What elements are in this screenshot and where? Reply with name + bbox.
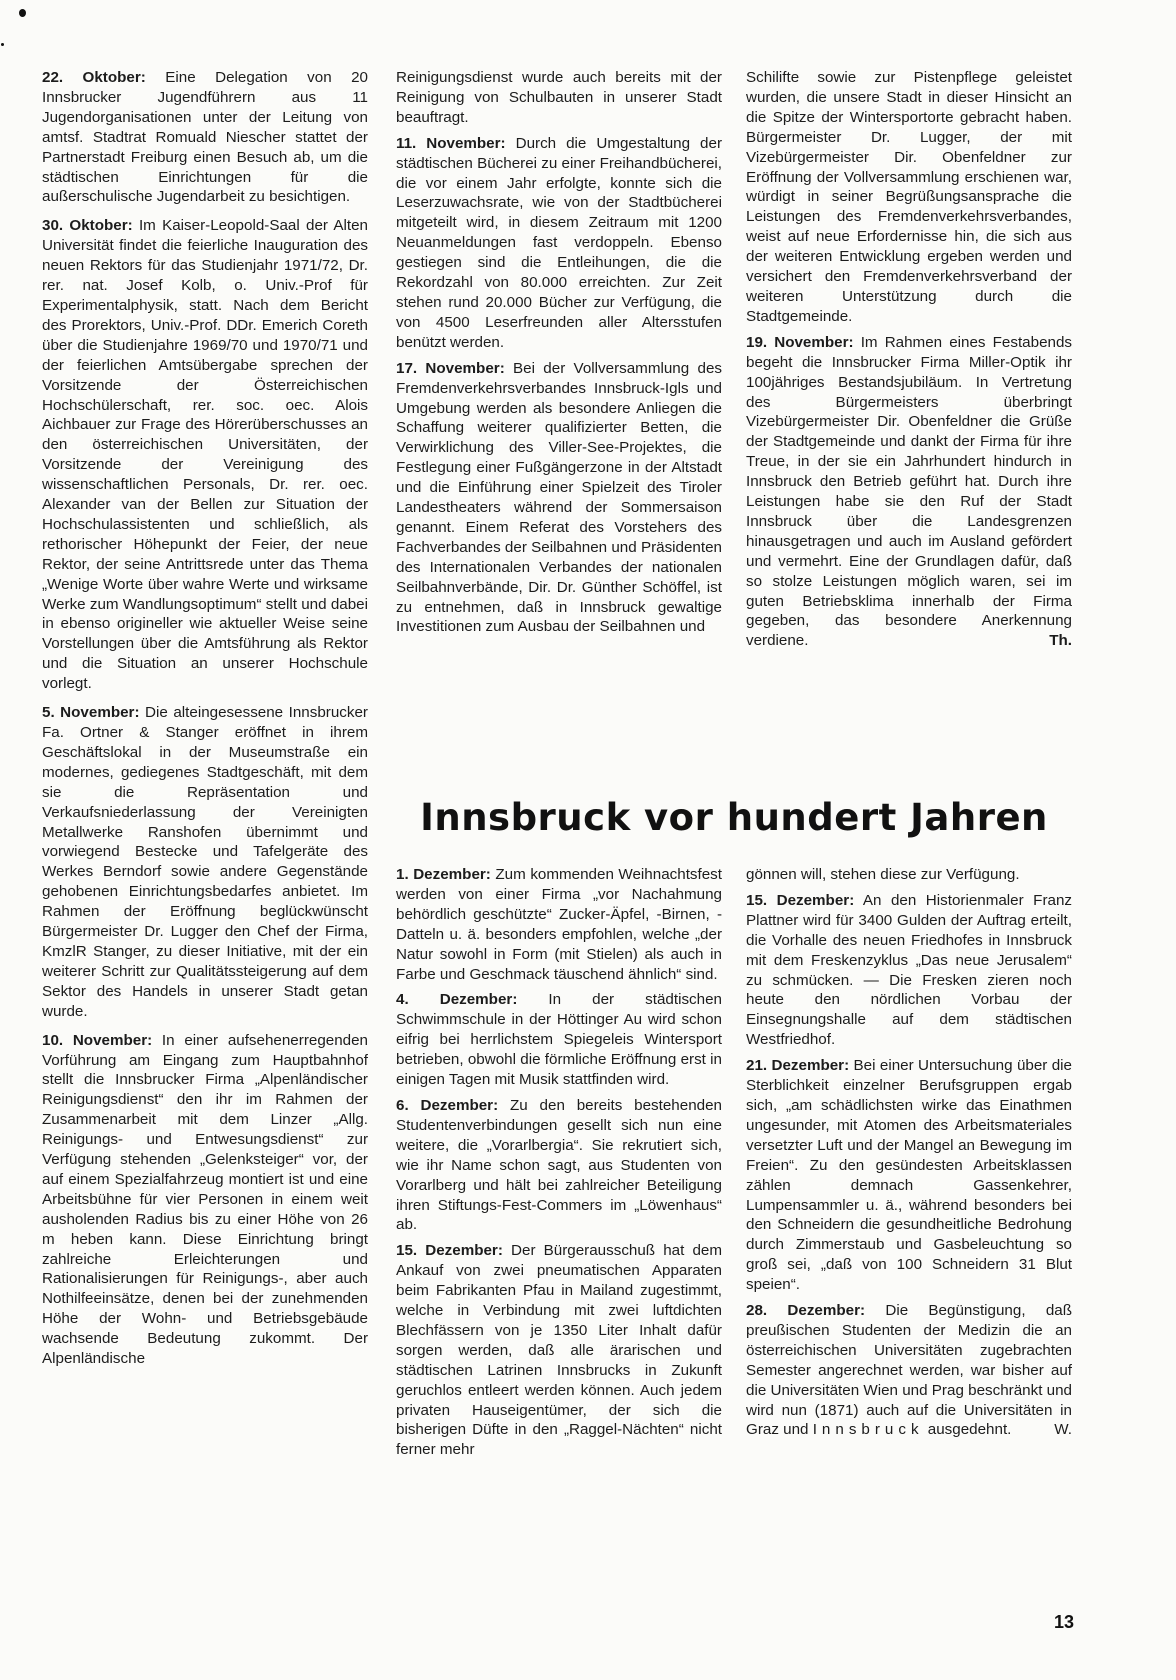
print-speck: [1, 43, 4, 46]
history-entry: [746, 1301, 1072, 1440]
section-column-1: [396, 865, 722, 1466]
column-1: [42, 68, 368, 1378]
history-entry: [396, 865, 722, 984]
entry-text: Im Rahmen eines Festabends begeht die Innsbrucker Firma Miller-Optik ihr 100jähriges Bestandsjubiläum. In Vertretung des Bürgermeisters überbringt Vizebürgermeister Dir. Obenfeldner die Grüße der Stadtgemeinde und dankt der Firma für ihre Treue, in der sie ein Jahrhundert hindurch in Innsbruck den Betrieb geführt hat. Durch ihre Leistungen habe sie den Ruf der Stadt Innsbruck über die Landesgrenzen hinausgetragen und auch im Ausland gefördert und vermehrt. Eine der Grundlagen dafür, daß so stolze Leistungen möglich waren, sei im guten Betriebsklima innerhalb der Firma gegeben, das besondere Anerkennung verdiene.: [746, 333, 1073, 650]
entry-text: In einer aufsehenerregenden Vorführung am Eingang zum Hauptbahnhof stellt die Innsbrucker Firma „Alpenländischer Reinigungsdienst“ den ihr im Rahmen der Zusammenarbeit mit dem Linzer „Allg. Reinigungs- und Entwesungsdienst“ zur Verfügung stehenden „Gelenksteiger“ vor, der auf einem Spezialfahrzeug montiert ist und eine Arbeitsbühne für vier Personen in einem weit ausholenden Radius bis zu einer Höhe von 26 m heben kann. Diese Einrichtung bringt zahlreiche Erleichterungen und Rationalisierungen für Reinigungs-, aber auch Nothilfeeinsätze, denen bei der zunehmenden Höhe der Wohn- und Betriebsgebäude wachsende Bedeutung zukommt. Der Alpenländische: [42, 1031, 368, 1368]
entry-text: ausgedehnt.: [923, 1421, 1012, 1439]
chronicle-entry-continued: [746, 68, 1072, 327]
entry-date: 17. November:: [396, 359, 505, 377]
author-signature: W.: [1054, 1421, 1072, 1439]
entry-date: 6. Dezember:: [396, 1096, 499, 1114]
entry-text: Zum kommenden Weihnachtsfest werden von einer Firma „vor Nachahmung behördlich geschützte“ Zucker-Äpfel, -Birnen, -Datteln u. ä. besonders empfohlen, welche „der Natur sowohl in Form (mit Stielen) als auch in Farbe und Geschmack täuschend ähnlich“ sind.: [396, 866, 722, 983]
chronicle-entry: [42, 216, 368, 694]
entry-text: Im Kaiser-Leopold-Saal der Alten Universität findet die feierliche Inauguration des neuen Rektors für das Studienjahr 1971/72, Dr. rer. nat. Josef Kolb, o. Univ.-Prof für Experimentalphysik, statt. Nach dem Bericht des Prorektors, Univ.-Prof. DDr. Emerich Coreth über die Studienjahre 1969/70 und 1970/71 und der feierlichen Amtsübergabe sprechen der Vorsitzende der Österreichischen Hochschülerschaft, rer. soc. oec. Alois Aichbauer zur Frage des Hörerüberschusses an den österreichischen Universitäten, der Vorsitzende der Vereinigung des wissenschaftlichen Personals, Dr. rer. oec. Alexander van der Bellen zur Situation der Hochschulassistenten und schließlich, als rethorischer Höhepunkt der Feier, der neue Rektor, der seine Antrittsrede unter das Thema „Wenige Worte über wahre Werte und wirksame Werke zum Wandlungsoptimum“ stellt und dabei in ebenso origineller wie aktueller Weise seine Vorstellungen über die Amtsführung als Rektor und die Situation an unserer Hochschule vorlegt.: [42, 217, 369, 693]
emphasized-city-name: Innsbruck: [812, 1421, 924, 1439]
entry-date: 11. November:: [396, 134, 506, 152]
history-entry: [396, 1241, 722, 1460]
entry-date: 10. November:: [42, 1031, 153, 1049]
entry-text: Der Bürgerausschuß hat dem Ankauf von zwei pneumatischen Apparaten beim Fabrikanten Pfau in Mailand zugestimmt, welche in Verbindung mit zwei luftdichten Blechfässern von je 1350 Liter Inhalt dafür sorgen werden, daß alle ärarischen und städtischen Latrinen Innsbrucks in Zukunft geruchlos entleert werden können. Auch jedem privaten Hauseigentümer, der sich die bisherigen Düfte in den „Raggel-Nächten“ nicht ferner mehr: [396, 1242, 723, 1459]
entry-text: gönnen will, stehen diese zur Verfügung.: [746, 866, 1020, 883]
entry-text: Bei der Vollversammlung des Fremdenverkehrsverbandes Innsbruck-Igls und Umgebung werden als besondere Anliegen die Schaffung weiterer qualifizierter Betten, die Verwirklichung des Viller-See-Projektes, die Festlegung einer Fußgängerzone in der Altstadt und die Einführung einer Spielzeit des Tiroler Landestheaters während der Sommersaison genannt. Einem Referat des Vorstehers des Fachverbandes der Seilbahnen und Präsidenten des Internationalen Verbandes der nationalen Seilbahnverbände, Dir. Dr. Günther Schöffel, ist zu entnehmen, daß in Innsbruck gewaltige Investitionen zum Ausbau der Seilbahnen und: [396, 359, 722, 636]
entry-text: An den Historienmaler Franz Plattner wird für 3400 Gulden der Auftrag erteilt, die Vorhalle des neuen Friedhofes in Innsbruck mit dem Freskenzyklus „Das neue Jerusalem“ zu schmücken. — Die Fresken zieren noch heute den nördlichen Vorbau der Einsegnungshalle auf dem städtischen Westfriedhof.: [746, 891, 1072, 1049]
chronicle-entry: [42, 1031, 368, 1369]
entry-date: 30. Oktober:: [42, 217, 133, 235]
entry-date: 19. November:: [746, 333, 854, 351]
history-entry: [746, 1056, 1072, 1295]
history-entry-continued: [746, 865, 1072, 885]
entry-date: 4. Dezember:: [396, 991, 518, 1009]
chronicle-entry: [396, 359, 722, 638]
entry-text: Zu den bereits bestehenden Studentenverbindungen gesellt sich nun eine weitere, die „Vorarlbergia“. Sie rekrutiert sich, wie ihr Name schon sagt, aus Studenten von Vorarlberg und hält bei zahlreicher Beteiligung ihren Stiftungs-Fest-Commers im „Löwenhaus“ ab.: [396, 1096, 722, 1234]
chronicle-entry: [746, 333, 1072, 652]
section-title: Innsbruck vor hundert Jahren: [420, 796, 1048, 839]
entry-text: Bei einer Untersuchung über die Sterblichkeit einzelner Berufsgruppen ergab sich, „am schädlichsten wirke das Einathmen ungesunder, mit Atomen des Arbeitsmateriales versetzter Luft und der Mangel an Bewegung im Freien“. Zu den gesündesten Arbeitsklassen zählen demnach Gassenkehrer, Lumpensammler u. ä., während besonders bei den Schneidern die gesundheitliche Bedrohung durch Zimmerstaub und Gasbeleuchtung so groß sei, „daß von 100 Schneidern 31 Blut speien“.: [746, 1057, 1073, 1294]
column-2: [396, 68, 722, 643]
entry-text: Reinigungsdienst wurde auch bereits mit der Reinigung von Schulbauten in unserer Stadt beauftragt.: [396, 69, 722, 126]
section-column-2: [746, 865, 1072, 1446]
history-entry: [746, 891, 1072, 1050]
page-number: 13: [1053, 1612, 1074, 1632]
entry-text: Die alteingesessene Innsbrucker Fa. Ortner & Stanger eröffnet in ihrem Geschäftslokal in der Museumstraße ein modernes, gediegenes Stadtgeschäft, mit dem sie die Repräsentation und Verkaufsniederlassung der Vereinigten Metallwerke Ranshofen übernimmt und vorwiegend Bestecke und Tafelgeräte des Werkes Berndorf sowie andere Gegenstände gehobenen Einrichtungsbedarfes anbietet. Im Rahmen der Eröffnung beglückwünscht Bürgermeister Dr. Lugger den Chef der Firma, KmzlR Stanger, zu dieser Initiative, mit der ein weiterer Schritt zur Qualitätssteigerung auf dem Sektor des Handels in unserer Stadt getan wurde.: [42, 704, 368, 1020]
entry-date: 21. Dezember:: [746, 1057, 850, 1075]
entry-text: In der städtischen Schwimmschule in der Höttinger Au wird schon eifrig bei herrlichstem Spiegeleis Wintersport betrieben, obwohl die förmliche Eröffnung erst in einigen Tagen mit Musik stattfinden wird.: [396, 991, 722, 1089]
entry-text: Schilifte sowie zur Pistenpflege geleistet wurden, die unsere Stadt in dieser Hinsicht an die Spitze der Wintersportorte gebracht haben. Bürgermeister Dr. Lugger, der mit Vizebürgermeister Dir. Obenfeldner zur Eröffnung der Vollversammlung erschienen war, würdigt in seiner Begrüßungsansprache die Leistungen des Fremdenverkehrsverbandes, weist auf neue Erfordernisse hin, die sich aus der weiteren Entwicklung ergeben werden und versichert den Fremdenverkehrsverband der weiteren Unterstützung durch die Stadtgemeinde.: [746, 69, 1072, 325]
entry-text: Durch die Umgestaltung der städtischen Bücherei zu einer Freihandbücherei, die vor einem Jahr erfolgte, konnte sich die Leserzuwachsrate, wie von der Stadtbücherei mitgeteilt wird, in diesem Zeitraum mit 1200 Neuanmeldungen fast verdoppeln. Ebenso gestiegen sind die Entleihungen, die die Rekordzahl von 80.000 erreichten. Zur Zeit stehen rund 20.000 Bücher zur Verfügung, die von 4500 Leserfreunden aller Altersstufen benützt werden.: [396, 134, 722, 351]
entry-text: Eine Delegation von 20 Innsbrucker Jugendführern aus 11 Jugendorganisationen unter der Leitung von amtsf. Stadtrat Romuald Niescher stattet der Partnerstadt Freiburg einen Besuch ab, um die städtischen Einrichtungen für die außerschulische Jugendarbeit zu besichtigen.: [42, 69, 368, 206]
chronicle-entry: [42, 68, 368, 207]
entry-date: 1. Dezember:: [396, 866, 491, 883]
column-3: [746, 68, 1072, 657]
entry-date: 28. Dezember:: [746, 1302, 866, 1320]
entry-date: 5. November:: [42, 704, 140, 722]
chronicle-entry: [396, 134, 722, 353]
entry-date: 22. Oktober:: [42, 69, 146, 86]
entry-text: Die Begünstigung, daß preußischen Studenten der Medizin die an österreichischen Universitäten zugebrachten Semester angerechnet werden, war bisher auf die Universitäten Wien und Prag beschränkt und wird nun (1871) auch auf die Universitäten in Graz und: [746, 1302, 1073, 1439]
chronicle-entry: [42, 703, 368, 1022]
author-signature: Th.: [1049, 632, 1072, 650]
chronicle-entry-continued: [396, 68, 722, 128]
print-speck: [19, 9, 26, 17]
entry-date: 15. Dezember:: [746, 891, 855, 909]
entry-date: 15. Dezember:: [396, 1242, 503, 1260]
history-entry: [396, 990, 722, 1090]
history-entry: [396, 1096, 722, 1235]
